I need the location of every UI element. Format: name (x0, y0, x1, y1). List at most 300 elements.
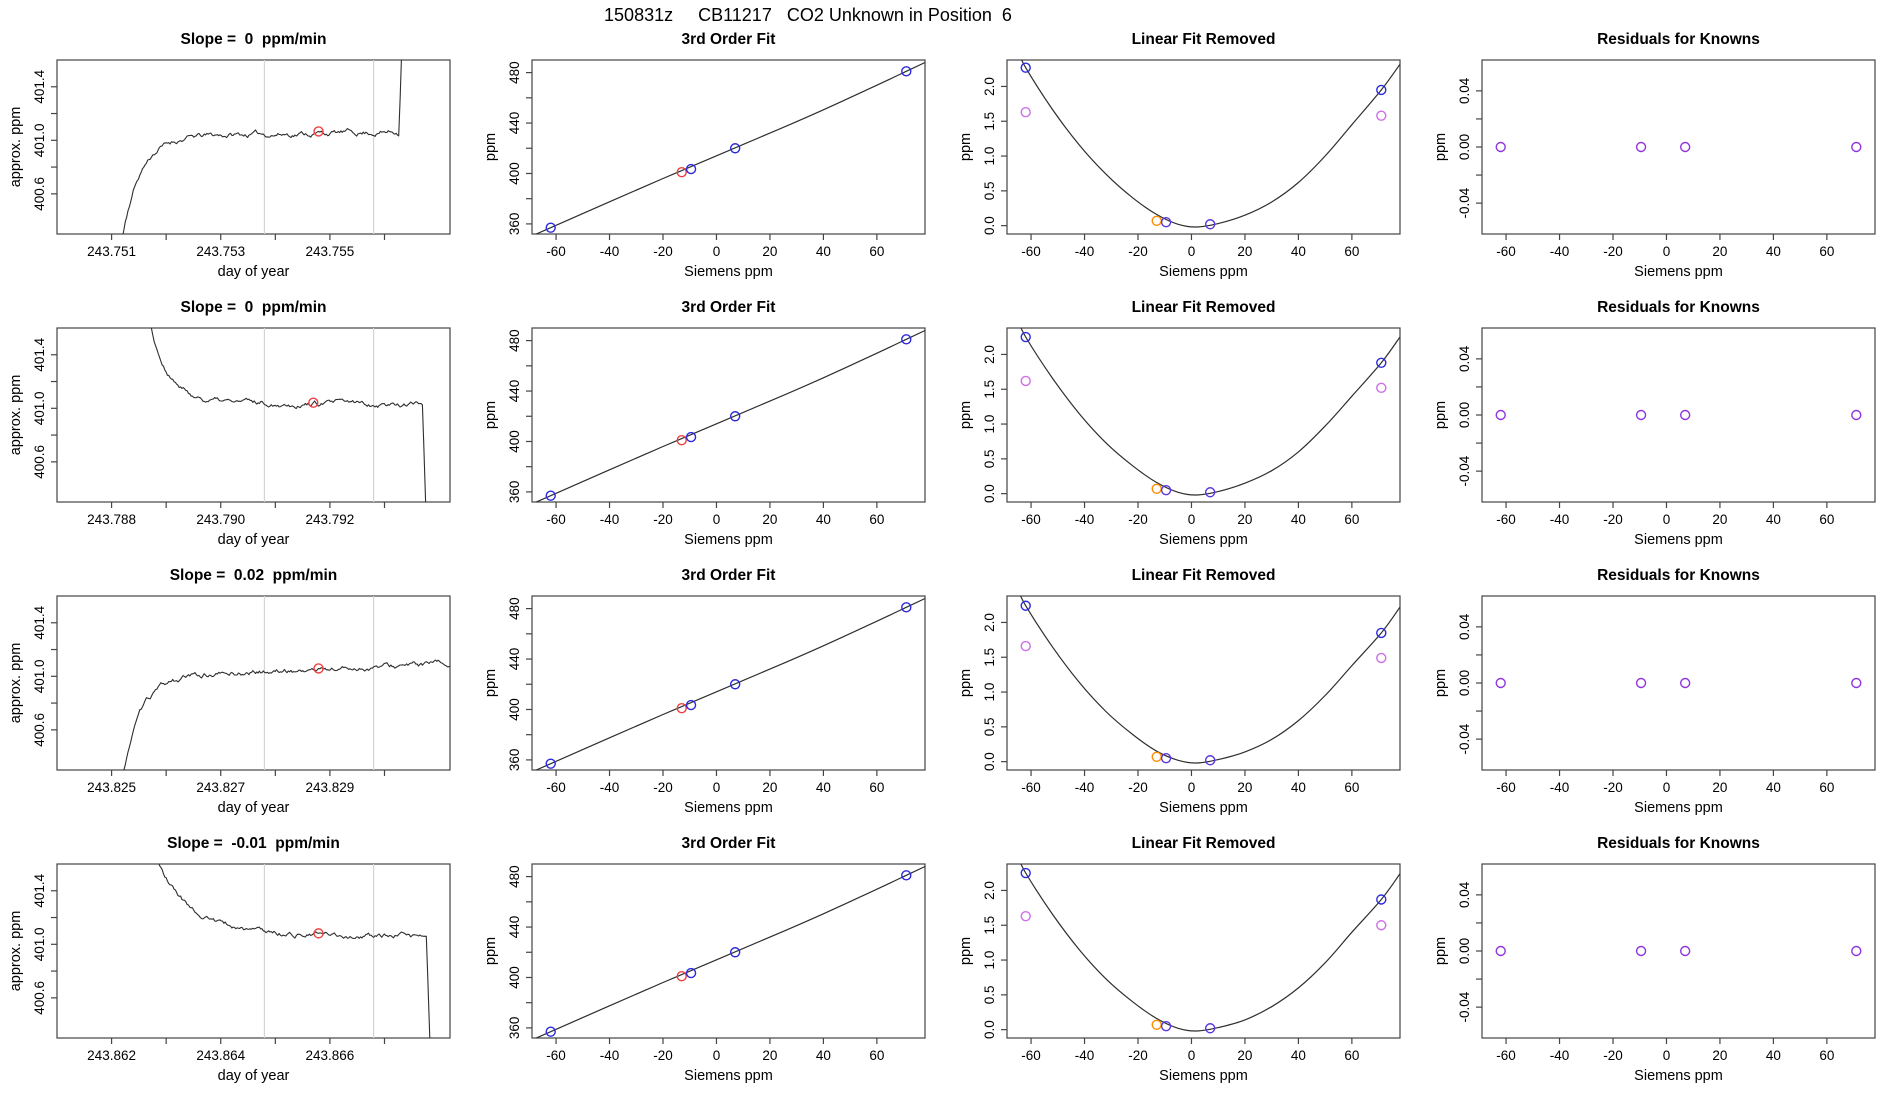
x-tick-label: 60 (869, 512, 885, 527)
y-tick-label: 1.0 (982, 414, 997, 434)
y-tick-label: 1.5 (982, 915, 997, 935)
y-tick-label: 1.0 (982, 682, 997, 702)
y-tick-label: 480 (507, 329, 522, 352)
plot-grid (0, 28, 1900, 1100)
panel-title: Residuals for Knowns (1597, 567, 1760, 584)
y-tick-label: 1.5 (982, 647, 997, 667)
x-axis-label: day of year (217, 264, 290, 280)
axes (1482, 864, 1875, 1038)
x-tick-label: 60 (1344, 244, 1360, 259)
data-point (687, 969, 696, 978)
ticks (1476, 91, 1827, 240)
x-axis-label: day of year (217, 800, 290, 816)
y-tick-label: 1.0 (982, 950, 997, 970)
x-tick-label: -40 (599, 512, 620, 527)
x-tick-label: 20 (762, 512, 778, 527)
data-point (1152, 216, 1161, 225)
axes (57, 328, 450, 502)
x-tick-label: -60 (1496, 244, 1516, 259)
x-tick-label: -20 (1603, 244, 1623, 259)
data-point (1021, 108, 1030, 117)
x-tick-label: -40 (1074, 780, 1095, 795)
y-tick-label: 0.04 (1457, 77, 1472, 105)
axes (532, 60, 925, 234)
data-point (1162, 754, 1171, 763)
x-tick-label: -20 (653, 1048, 673, 1063)
x-tick-label: -60 (1496, 512, 1516, 527)
plot-box (1482, 328, 1875, 502)
ticks (1476, 627, 1827, 776)
y-tick-label: 2.0 (982, 77, 997, 96)
x-axis-label: Siemens ppm (1159, 532, 1248, 548)
x-tick-label: -20 (1128, 244, 1148, 259)
panel-resid-row-3 (1425, 564, 1900, 832)
y-tick-label: 400.6 (32, 176, 47, 211)
y-tick-label: 401.4 (32, 605, 47, 640)
tick-labels (982, 881, 1359, 1063)
ticks (1476, 895, 1827, 1044)
y-tick-label: 0.04 (1457, 345, 1472, 373)
panel-linres-row-4 (950, 832, 1425, 1100)
ticks (51, 355, 385, 508)
plot-content (1018, 320, 1400, 497)
y-tick-label: 360 (507, 212, 522, 236)
y-tick-label: 440 (507, 915, 522, 939)
x-tick-label: -40 (599, 1048, 620, 1063)
x-tick-label: 40 (1765, 512, 1781, 527)
y-tick-label: 1.5 (982, 111, 997, 131)
panel-title: Linear Fit Removed (1131, 299, 1276, 316)
plot-content (1496, 143, 1861, 152)
plot-box (1482, 596, 1875, 770)
fit-curve (532, 599, 925, 772)
plot-content (1496, 947, 1861, 956)
data-point (1681, 411, 1690, 420)
x-tick-label: -60 (1021, 1048, 1041, 1063)
y-axis-label: ppm (1433, 936, 1449, 966)
data-point (1021, 376, 1030, 385)
x-axis-label: Siemens ppm (1634, 800, 1723, 816)
y-tick-label: 400.6 (32, 444, 47, 479)
data-point (1681, 143, 1690, 152)
fit-curve (1018, 589, 1400, 763)
fit-curve (532, 867, 925, 1040)
plot-box (57, 864, 450, 1038)
axes (1482, 60, 1875, 234)
plot-box (532, 596, 925, 770)
x-tick-label: -20 (1128, 1048, 1148, 1063)
axes (57, 60, 450, 234)
x-tick-label: 243.792 (305, 512, 355, 527)
axes (532, 596, 925, 770)
ticks (1001, 354, 1352, 508)
plot-box (1482, 864, 1875, 1038)
fit-curve (1018, 50, 1400, 227)
panel-linres-row-1 (950, 28, 1425, 296)
y-axis-label: approx. ppm (8, 374, 24, 456)
x-tick-label: -40 (1074, 512, 1095, 527)
x-tick-label: 60 (1819, 1048, 1835, 1063)
y-tick-label: 401.0 (32, 927, 47, 962)
x-tick-label: -40 (1549, 244, 1570, 259)
y-tick-label: 440 (507, 379, 522, 403)
panel-title: 3rd Order Fit (681, 567, 776, 584)
data-point (1496, 411, 1505, 420)
data-point (1852, 143, 1861, 152)
panel-fit-row-1 (475, 28, 950, 296)
tick-labels (507, 865, 884, 1063)
x-axis-label: Siemens ppm (1634, 1068, 1723, 1084)
axes (57, 864, 450, 1038)
x-tick-label: 0 (712, 780, 721, 795)
panel-title: 3rd Order Fit (681, 31, 776, 48)
x-tick-label: 243.827 (196, 780, 246, 795)
axes (1007, 328, 1400, 502)
x-tick-label: 0 (1187, 1048, 1196, 1063)
y-tick-label: -0.04 (1457, 723, 1472, 755)
tick-labels (32, 69, 354, 259)
axes (532, 864, 925, 1038)
panel-title: 3rd Order Fit (681, 299, 776, 316)
y-axis-label: ppm (483, 936, 499, 966)
panel-linres-row-3 (950, 564, 1425, 832)
y-axis-label: ppm (958, 668, 974, 698)
y-tick-label: 360 (507, 1016, 522, 1040)
x-tick-label: 243.864 (196, 1048, 246, 1063)
x-tick-label: 60 (869, 780, 885, 795)
plot-content (1018, 856, 1400, 1032)
data-point (1852, 947, 1861, 956)
plot-content (532, 867, 925, 1040)
x-tick-label: -60 (546, 1048, 566, 1063)
panel-timeseries-row-3 (0, 564, 475, 832)
tick-labels (32, 873, 354, 1063)
x-axis-label: Siemens ppm (1159, 800, 1248, 816)
ticks (51, 623, 385, 776)
x-tick-label: 60 (1819, 780, 1835, 795)
x-tick-label: 40 (1765, 244, 1781, 259)
plot-content (532, 599, 925, 772)
x-tick-label: 243.751 (87, 244, 136, 259)
x-tick-label: 20 (1712, 780, 1728, 795)
x-tick-label: 243.788 (87, 512, 136, 527)
data-point (1681, 947, 1690, 956)
x-tick-label: 20 (762, 1048, 778, 1063)
x-tick-label: 60 (1819, 244, 1835, 259)
x-tick-label: -60 (1021, 244, 1041, 259)
data-point (1377, 653, 1386, 662)
y-tick-label: 0.5 (982, 449, 997, 469)
tick-labels (507, 597, 884, 795)
x-axis-label: Siemens ppm (1159, 264, 1248, 280)
y-tick-label: 401.4 (32, 873, 47, 908)
x-tick-label: 60 (869, 244, 885, 259)
y-tick-label: 480 (507, 597, 522, 620)
panel-fit-row-3 (475, 564, 950, 832)
x-tick-label: 40 (1290, 780, 1306, 795)
data-point (1496, 947, 1505, 956)
y-axis-label: ppm (483, 132, 499, 162)
y-axis-label: ppm (958, 132, 974, 162)
y-tick-label: 0.0 (982, 752, 997, 772)
data-point (1152, 1020, 1161, 1029)
data-point (1152, 752, 1161, 761)
x-tick-label: -20 (1128, 780, 1148, 795)
data-point (1152, 484, 1161, 493)
y-tick-label: 401.4 (32, 69, 47, 104)
x-tick-label: 0 (712, 1048, 721, 1063)
panel-fit-row-2 (475, 296, 950, 564)
x-tick-label: 60 (869, 1048, 885, 1063)
x-tick-label: -20 (1128, 512, 1148, 527)
x-tick-label: 60 (1819, 512, 1835, 527)
fit-curve (532, 331, 925, 504)
panel-title: Slope = 0 ppm/min (180, 31, 327, 48)
y-axis-label: ppm (1433, 668, 1449, 698)
data-point (1637, 947, 1646, 956)
y-tick-label: 1.5 (982, 379, 997, 399)
y-tick-label: 400 (507, 162, 522, 185)
y-tick-label: 401.0 (32, 659, 47, 694)
x-tick-label: 20 (1712, 244, 1728, 259)
x-tick-label: -60 (1021, 512, 1041, 527)
x-tick-label: 243.862 (87, 1048, 136, 1063)
y-tick-label: 400.6 (32, 712, 47, 747)
x-tick-label: 20 (1237, 780, 1253, 795)
panel-title: Slope = 0.02 ppm/min (169, 567, 338, 584)
y-tick-label: -0.04 (1457, 991, 1472, 1023)
y-tick-label: 0.04 (1457, 881, 1472, 909)
x-tick-label: 60 (1344, 512, 1360, 527)
y-tick-label: 400.6 (32, 980, 47, 1015)
x-tick-label: 40 (1765, 1048, 1781, 1063)
y-tick-label: 0.00 (1457, 133, 1472, 161)
x-axis-label: day of year (217, 532, 290, 548)
tick-labels (1457, 345, 1834, 527)
axes (1482, 596, 1875, 770)
x-tick-label: -20 (653, 244, 673, 259)
axes (1482, 328, 1875, 502)
x-tick-label: -20 (653, 512, 673, 527)
y-tick-label: 400 (507, 698, 522, 721)
x-axis-label: Siemens ppm (1159, 1068, 1248, 1084)
x-tick-label: -40 (1549, 512, 1570, 527)
x-tick-label: 0 (712, 512, 721, 527)
y-tick-label: 0.0 (982, 1020, 997, 1040)
plot-content (1018, 589, 1400, 765)
y-tick-label: 0.5 (982, 717, 997, 737)
tick-labels (982, 77, 1359, 259)
plot-box (1007, 596, 1400, 770)
ticks (51, 891, 385, 1044)
y-tick-label: -0.04 (1457, 187, 1472, 219)
plot-box (532, 60, 925, 234)
tick-labels (507, 329, 884, 527)
y-tick-label: 0.04 (1457, 613, 1472, 641)
plot-box (532, 328, 925, 502)
x-tick-label: 243.753 (196, 244, 246, 259)
y-axis-label: ppm (483, 668, 499, 698)
data-point (1637, 411, 1646, 420)
axes (1007, 60, 1400, 234)
x-tick-label: 40 (1290, 244, 1306, 259)
data-point (1021, 912, 1030, 921)
y-tick-label: 2.0 (982, 345, 997, 364)
x-axis-label: Siemens ppm (1634, 532, 1723, 548)
x-tick-label: -20 (1603, 512, 1623, 527)
x-tick-label: 243.825 (87, 780, 136, 795)
x-tick-label: 0 (1187, 244, 1196, 259)
x-tick-label: 243.755 (305, 244, 355, 259)
x-axis-label: Siemens ppm (684, 800, 773, 816)
x-tick-label: 20 (1237, 244, 1253, 259)
x-axis-label: day of year (217, 1068, 290, 1084)
data-point (687, 433, 696, 442)
x-axis-label: Siemens ppm (1634, 264, 1723, 280)
x-tick-label: -40 (1549, 1048, 1570, 1063)
y-axis-label: approx. ppm (8, 642, 24, 724)
panel-resid-row-2 (1425, 296, 1900, 564)
plot-content (1496, 411, 1861, 420)
y-tick-label: 0.0 (982, 216, 997, 236)
x-tick-label: 0 (1662, 1048, 1671, 1063)
x-tick-label: 0 (1662, 512, 1671, 527)
x-tick-label: -60 (1496, 1048, 1516, 1063)
x-tick-label: 60 (1344, 1048, 1360, 1063)
x-tick-label: 0 (1187, 780, 1196, 795)
panel-resid-row-1 (1425, 28, 1900, 296)
tick-labels (1457, 613, 1834, 795)
data-point (1377, 921, 1386, 930)
x-tick-label: 40 (815, 244, 831, 259)
panel-title: Linear Fit Removed (1131, 567, 1276, 584)
panel-title: Residuals for Knowns (1597, 835, 1760, 852)
axes (532, 328, 925, 502)
y-tick-label: 0.0 (982, 484, 997, 504)
plot-box (57, 328, 450, 502)
y-tick-label: 401.0 (32, 123, 47, 158)
y-axis-label: ppm (1433, 132, 1449, 162)
panel-title: Slope = 0 ppm/min (180, 299, 327, 316)
panel-timeseries-row-4 (0, 832, 475, 1100)
data-point (1681, 679, 1690, 688)
panel-linres-row-2 (950, 296, 1425, 564)
data-point (687, 701, 696, 710)
plot-box (1007, 864, 1400, 1038)
axes (1007, 596, 1400, 770)
x-tick-label: -60 (546, 780, 566, 795)
x-tick-label: 243.829 (305, 780, 355, 795)
tick-labels (1457, 77, 1834, 259)
y-tick-label: 360 (507, 748, 522, 772)
data-point (1637, 679, 1646, 688)
data-point (1852, 411, 1861, 420)
x-tick-label: 243.866 (305, 1048, 355, 1063)
ticks (51, 87, 385, 240)
y-axis-label: approx. ppm (8, 910, 24, 992)
x-tick-label: 40 (1290, 512, 1306, 527)
data-point (1637, 143, 1646, 152)
fit-curve (1018, 320, 1400, 495)
x-tick-label: 40 (815, 780, 831, 795)
y-tick-label: 0.00 (1457, 669, 1472, 697)
x-tick-label: 40 (815, 512, 831, 527)
plot-content (1018, 50, 1400, 228)
ticks (1001, 622, 1352, 776)
x-tick-label: 20 (1237, 1048, 1253, 1063)
panel-title: Linear Fit Removed (1131, 835, 1276, 852)
x-tick-label: -40 (599, 780, 620, 795)
x-tick-label: -60 (546, 244, 566, 259)
y-tick-label: 360 (507, 480, 522, 504)
y-tick-label: 401.0 (32, 391, 47, 426)
y-axis-label: approx. ppm (8, 106, 24, 188)
plot-box (57, 60, 450, 234)
data-point (687, 165, 696, 174)
y-tick-label: 480 (507, 61, 522, 84)
x-tick-label: 0 (1662, 780, 1671, 795)
x-tick-label: -40 (1549, 780, 1570, 795)
x-tick-label: 60 (1344, 780, 1360, 795)
y-tick-label: 400 (507, 430, 522, 453)
panel-title: 3rd Order Fit (681, 835, 776, 852)
y-tick-label: 400 (507, 966, 522, 989)
x-axis-label: Siemens ppm (684, 532, 773, 548)
x-tick-label: 40 (1290, 1048, 1306, 1063)
page-title: 150831z CB11217 CO2 Unknown in Position 6 (604, 5, 1012, 25)
tick-labels (32, 605, 354, 795)
x-tick-label: 20 (1237, 512, 1253, 527)
x-tick-label: 0 (1187, 512, 1196, 527)
panel-timeseries-row-2 (0, 296, 475, 564)
y-tick-label: 0.00 (1457, 937, 1472, 965)
x-tick-label: -20 (1603, 780, 1623, 795)
panel-title: Slope = -0.01 ppm/min (167, 835, 340, 852)
x-axis-label: Siemens ppm (684, 1068, 773, 1084)
fit-curve (1018, 856, 1400, 1031)
x-axis-label: Siemens ppm (684, 264, 773, 280)
y-axis-label: ppm (958, 936, 974, 966)
x-tick-label: -40 (1074, 1048, 1095, 1063)
x-tick-label: -60 (1496, 780, 1516, 795)
panel-timeseries-row-1 (0, 28, 475, 296)
y-tick-label: 0.00 (1457, 401, 1472, 429)
panel-title: Residuals for Knowns (1597, 31, 1760, 48)
plot-box (57, 596, 450, 770)
y-tick-label: 0.5 (982, 985, 997, 1005)
x-tick-label: -40 (599, 244, 620, 259)
data-point (1377, 383, 1386, 392)
tick-labels (1457, 881, 1834, 1063)
plot-content (532, 63, 925, 236)
y-tick-label: 0.5 (982, 181, 997, 201)
data-point (1377, 111, 1386, 120)
y-tick-label: -0.04 (1457, 455, 1472, 487)
x-tick-label: 0 (712, 244, 721, 259)
data-point (1496, 679, 1505, 688)
y-tick-label: 401.4 (32, 337, 47, 372)
tick-labels (982, 613, 1359, 795)
data-point (1021, 642, 1030, 651)
y-tick-label: 440 (507, 111, 522, 135)
panel-title: Residuals for Knowns (1597, 299, 1760, 316)
tick-labels (982, 345, 1359, 527)
x-tick-label: 20 (762, 780, 778, 795)
x-tick-label: 20 (1712, 1048, 1728, 1063)
tick-labels (32, 337, 354, 527)
panel-resid-row-4 (1425, 832, 1900, 1100)
x-tick-label: 40 (815, 1048, 831, 1063)
